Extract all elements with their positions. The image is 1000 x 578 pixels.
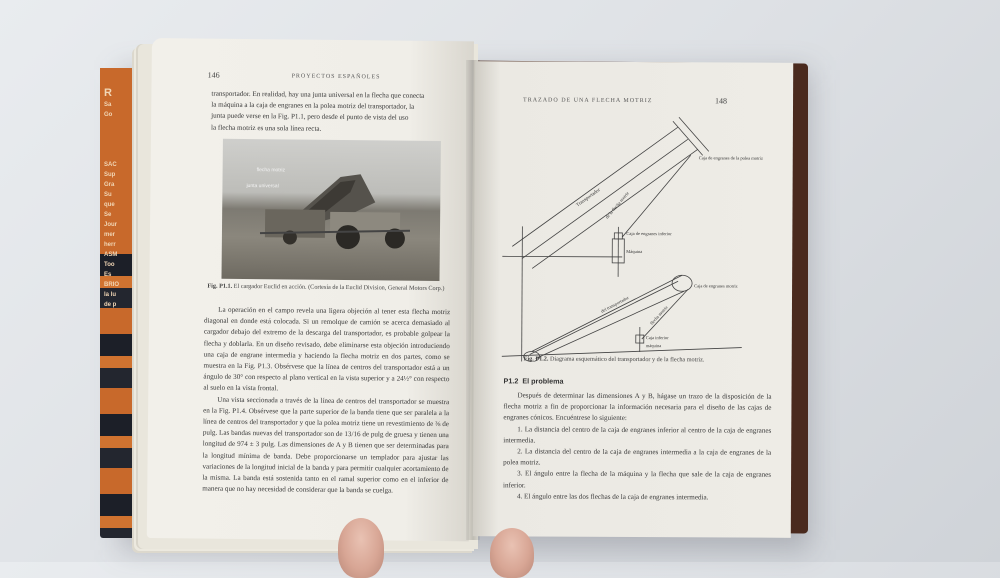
paragraph: Una vista seccionada a través de la línea de centros del transportador se muestra en la Fig. P1.4. Obsérvese que la parte superior de la banda tiene que ser paralela a la línea de centros del transportador y que la polea motriz tiene un revestimiento de ⅜ de pulg. Las bandas nuevas del transportador son de 13/16 de pulg de gruesa y tienen una longitud de 974 ± 3 pulg. Las dimensiones de A y B tienen que ser determinadas para la longitud mínima de banda. Debe proporcionarse un templador para ajustar las variaciones de la longitud inicial de la banda y para permitir cualquier acortamiento de la misma. La banda está sostenida tanto en el ramal superior como en el inferior de manera que no hay necesidad de considerar que la banda se cuelga.	[202, 394, 449, 497]
list-item: 3. El ángulo entre la flecha de la máquina y la flecha que sale de la caja de engranes inferior.	[503, 469, 771, 493]
photo-caption	[207, 283, 447, 294]
text-line: la flecha motriz es una sola línea recta.	[211, 122, 451, 136]
caption-text: El cargador Euclid en acción. (Cortesía de la Euclid Division, General Motors Corp.)	[234, 283, 445, 292]
paragraph: Después de determinar las dimensiones A y B, hágase un trazo de la disposición de la flecha motriz a fin de proporcionar la información necesaria para el diseño de las cajas de engranes cónicos. Encuéntrese lo siguiente:	[503, 390, 771, 425]
spine-line: de p	[104, 300, 144, 310]
running-head-left: PROYECTOS ESPAÑOLES	[292, 73, 381, 80]
section-number: P1.2	[504, 376, 519, 385]
spine-line: la lu	[104, 290, 144, 300]
spine-line: mer	[104, 230, 144, 240]
section-title: El problema	[522, 376, 563, 385]
schematic-diagram	[502, 106, 773, 362]
diagram-label: de la flecha motriz	[604, 191, 630, 220]
diagram-label: del transportador	[600, 295, 630, 314]
right-page[interactable]	[473, 61, 793, 538]
figure-label: Fig. P1.2.	[524, 355, 549, 362]
diagram-label: Transportador	[576, 188, 602, 209]
running-head-right: TRAZADO DE UNA FLECHA MOTRIZ	[523, 97, 652, 104]
euclid-loader-photo	[221, 139, 440, 281]
paragraph: La operación en el campo revela una ligera objeción al tener esta flecha motriz diagonal en donde está colocada. Si un remolque de camión se acerca demasiado al cargador debajo del extremo de la descarga del transportador, es probable golpear la flecha y doblarla. En un diseño revisado, debe eliminarse esta objeción introduciendo una caja de engrane intermedia y haciendo la flecha motriz en dos partes, como se muestra en la Fig. P1.3. Obsérvese que la línea de centros del transportador está a un ángulo de 30° con respecto al plano vertical en la vista superior y a 24½° con respecto al suelo en la vista frontal.	[203, 305, 450, 397]
diagram-label: máquina	[646, 343, 662, 348]
spine-line: Es	[104, 270, 144, 280]
diagram-label: flecha motriz	[649, 305, 669, 326]
spine-line: Too	[104, 260, 144, 270]
photo-label-flecha: flecha motriz	[257, 167, 285, 173]
section-heading	[504, 376, 564, 385]
intro-text	[211, 89, 451, 136]
spine-line: Go	[104, 110, 144, 120]
spine-line: que	[104, 200, 144, 210]
spine-line: Gra	[104, 180, 144, 190]
diagram-label: Caja de engranes motriz	[694, 283, 738, 288]
spine-line: Su	[104, 190, 144, 200]
diagram-label: Caja de engranes inferior	[626, 231, 672, 236]
page-number-left: 146	[208, 71, 220, 80]
diagram-label: Caja inferior	[646, 335, 669, 340]
spine-line: Se	[104, 210, 144, 220]
diagram-label: Caja de engranes de la polea motriz	[699, 155, 763, 160]
figure-label: Fig. P1.1.	[207, 283, 232, 290]
text-line: junta puede verse en la Fig. P1.1, pero desde el punto de vista del uso	[211, 111, 451, 125]
spine-line: Sa	[104, 100, 144, 110]
diagram-label: Máquina	[626, 249, 642, 254]
spine-line: ASM	[104, 250, 144, 260]
page-number-right: 148	[715, 96, 727, 105]
list-item: 2. La distancia del centro de la caja de engranes intermedia a la caja de engranes de la polea motriz.	[503, 446, 771, 470]
spine-line: Sup	[104, 170, 144, 180]
body-text-left	[202, 305, 450, 498]
text-line: transportador. En realidad, hay una junta universal en la flecha que conecta	[211, 89, 451, 103]
left-page[interactable]	[147, 38, 474, 541]
spine-line: R	[104, 86, 144, 100]
list-item: 4. El ángulo entre las dos flechas de la caja de engranes intermedia.	[503, 491, 771, 504]
spine-line: herr	[104, 240, 144, 250]
caption-text: Diagrama esquemático del transportador y de la flecha motriz.	[550, 356, 704, 364]
photo-label-junta: junta universal	[246, 183, 278, 189]
spine-line: Jour	[104, 220, 144, 230]
right-thumb	[490, 528, 534, 578]
spine-line: BRIO	[104, 280, 144, 290]
figure-caption	[524, 355, 764, 364]
body-text-right	[503, 390, 772, 503]
text-line: la máquina a la caja de engranes en la polea motriz del transportador, la	[211, 100, 451, 114]
left-thumb	[338, 518, 384, 578]
list-item: 1. La distancia del centro de la caja de engranes inferior al centro de la caja de engranes intermedia.	[503, 424, 771, 448]
loader-machine-figure	[260, 171, 411, 253]
spine-line: SAC	[104, 160, 144, 170]
